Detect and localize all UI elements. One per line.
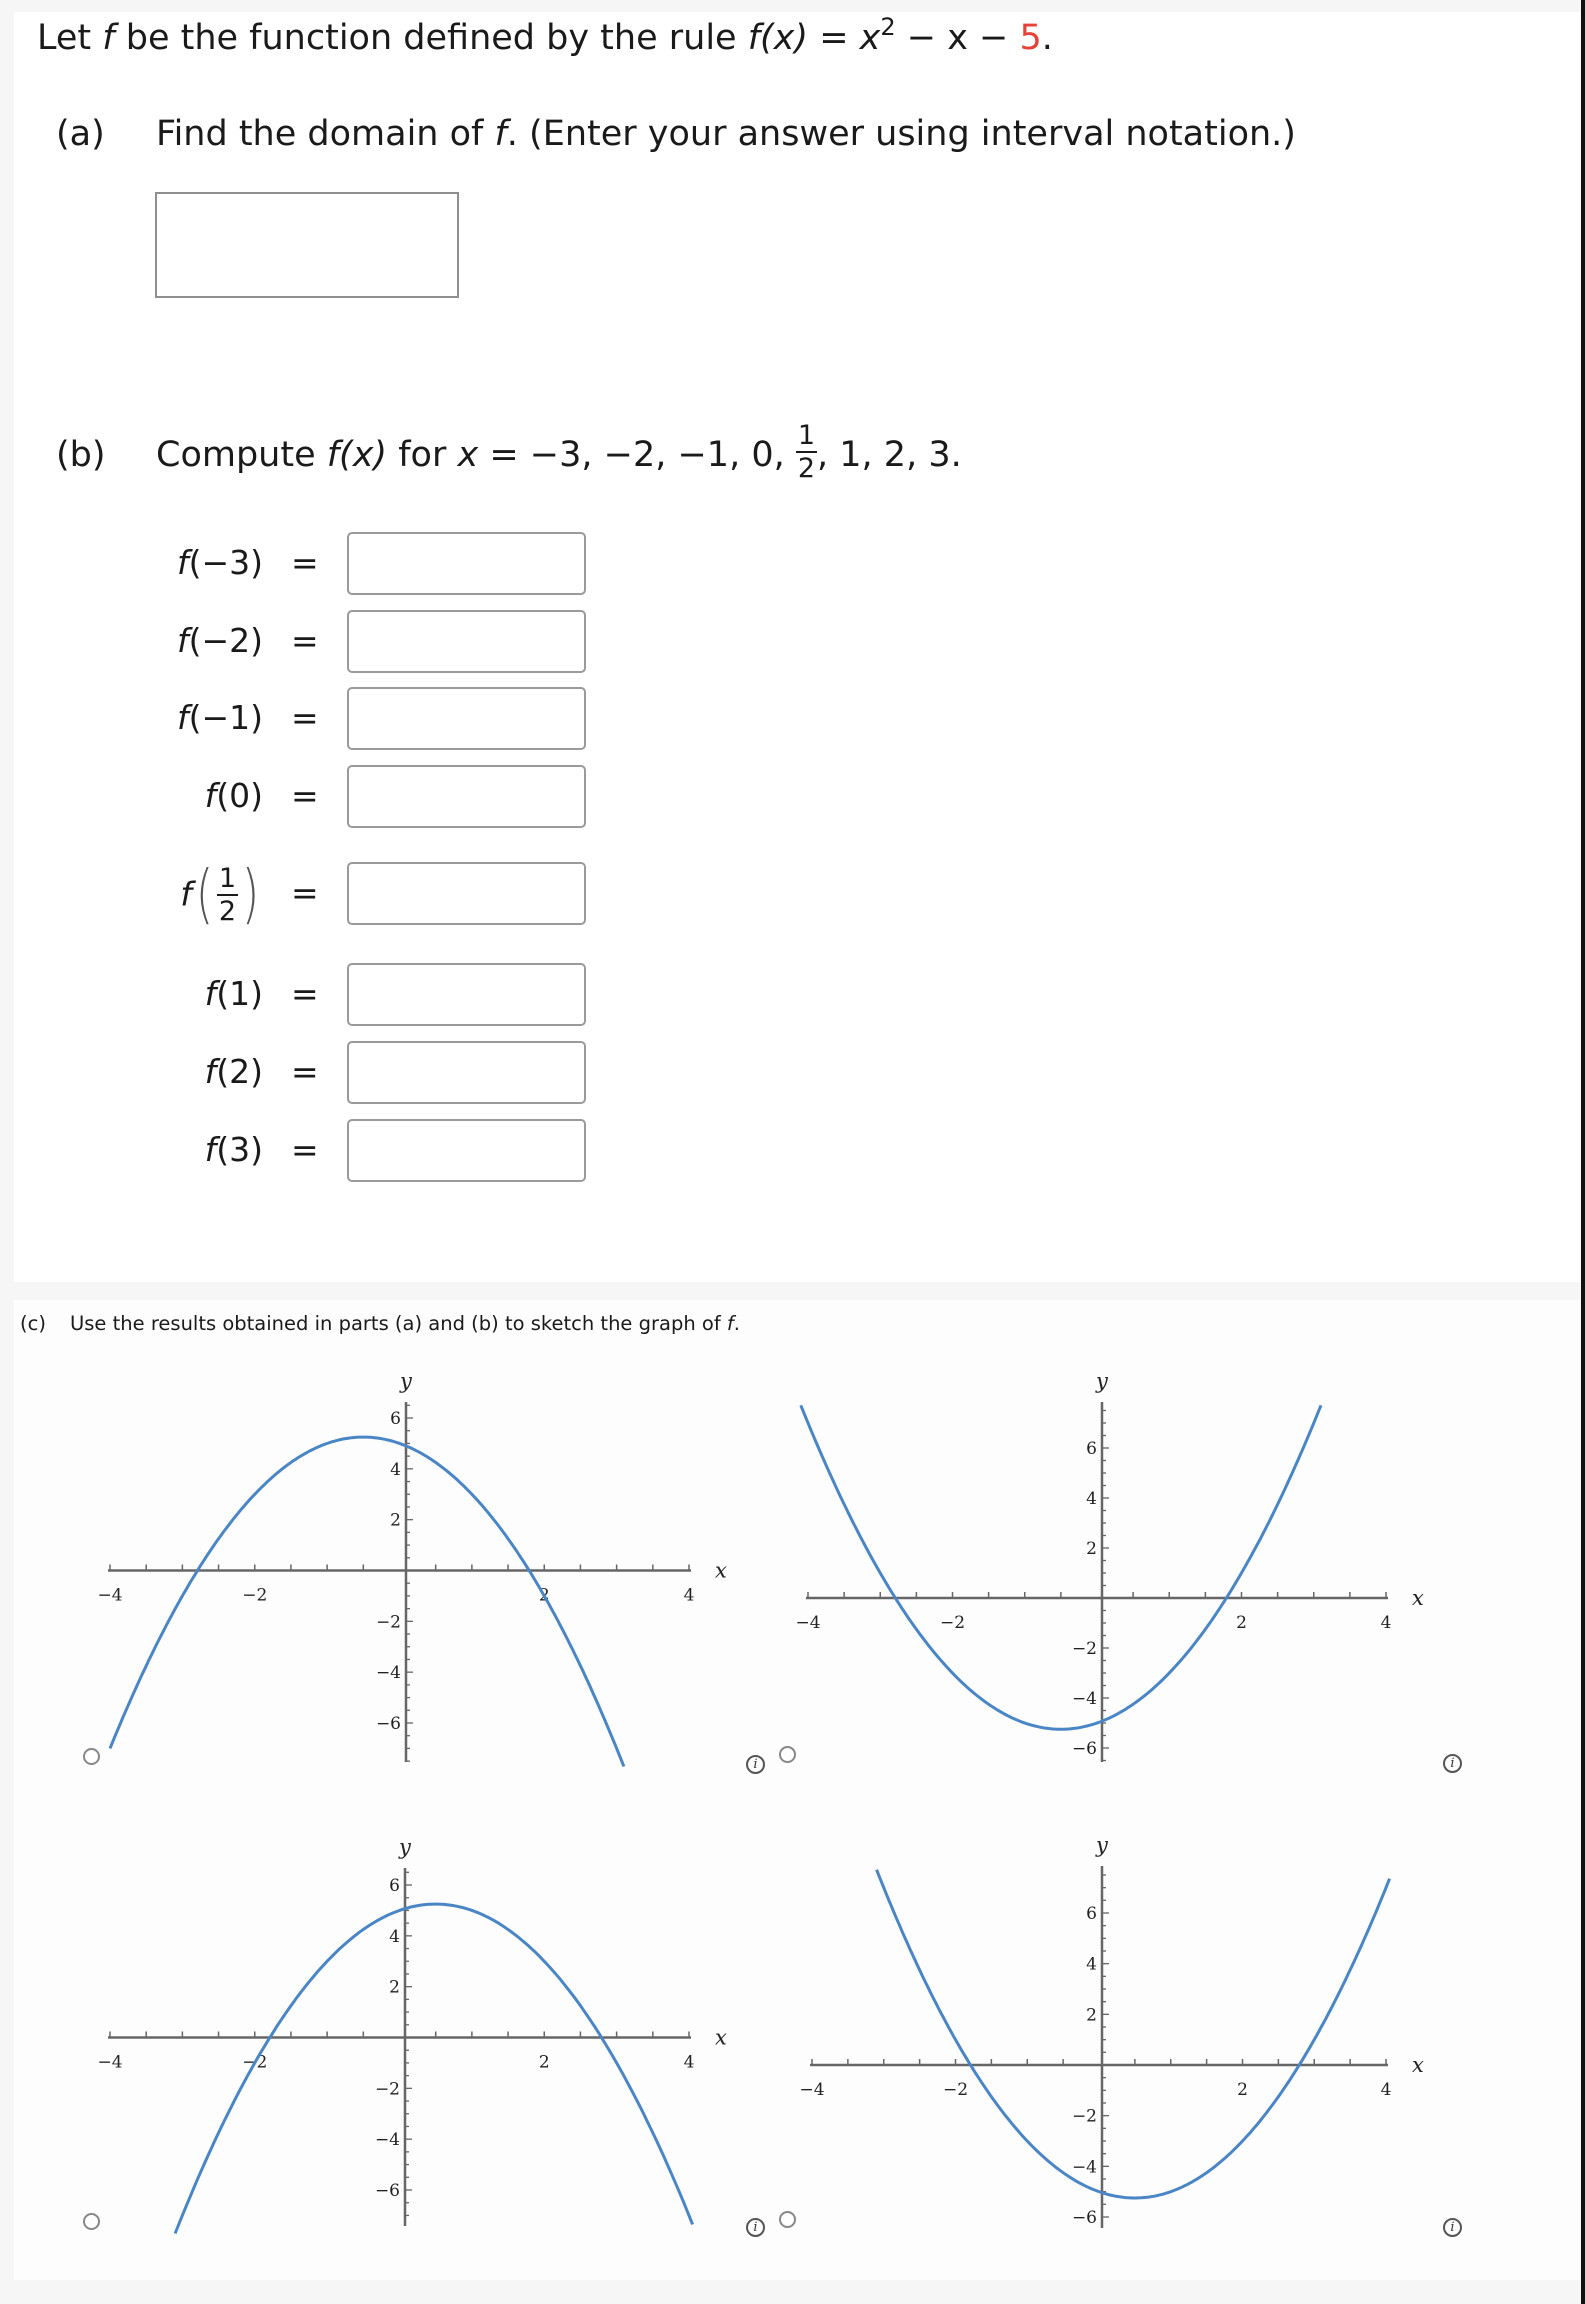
row-arg: (−1)	[188, 698, 263, 737]
f-symbol: f	[204, 776, 217, 815]
x-tick-label: −4	[97, 2052, 123, 2073]
x-tick-label: 2	[538, 2052, 550, 2073]
row-arg: (3)	[216, 1130, 263, 1169]
y-tick-label: 2	[1086, 1539, 1097, 1559]
y-tick-label: 4	[1086, 1954, 1097, 1975]
equals-sign: =	[291, 974, 319, 1013]
function-name: f	[102, 18, 115, 58]
rule-lhs: f(x)	[747, 18, 809, 58]
x-tick-label: 4	[683, 1585, 695, 1606]
info-icon[interactable]: i	[1443, 2218, 1462, 2237]
left-paren: (	[195, 857, 214, 932]
equals-sign: =	[291, 698, 319, 737]
x-tick-label: 2	[1236, 1613, 1247, 1633]
y-axis-label: y	[399, 1835, 411, 1859]
row-arg: (2)	[216, 1052, 263, 1091]
part-a-label: (a)	[56, 114, 105, 154]
y-axis-label: y	[400, 1369, 412, 1393]
x-tick-label: −4	[97, 1585, 123, 1606]
y-tick-label: 6	[1086, 1904, 1097, 1924]
row-arg: (−2)	[188, 621, 263, 660]
x-tick-label: 4	[1380, 1613, 1392, 1633]
y-tick-label: −6	[1071, 2208, 1097, 2228]
y-tick-label: −2	[1071, 1639, 1097, 1659]
y-tick-label: −4	[374, 2130, 400, 2151]
x-tick-label: −4	[795, 1613, 821, 1633]
row-arg: (−3)	[188, 543, 263, 582]
f-symbol: f	[204, 1052, 217, 1091]
row-arg: (1)	[216, 974, 263, 1013]
x-axis-label: x	[1412, 2053, 1424, 2077]
rule-rest: − x −	[895, 18, 1020, 58]
y-tick-label: −2	[374, 2079, 400, 2100]
parabola-curve	[175, 1904, 693, 2233]
graph-option-1-radio[interactable]	[83, 1748, 100, 1765]
equals-sign: =	[291, 1052, 319, 1091]
x-tick-label: 2	[1237, 2080, 1248, 2100]
x-tick-label: −2	[242, 2052, 268, 2073]
y-tick-label: −4	[375, 1663, 401, 1684]
fraction-denominator: 2	[218, 895, 237, 927]
f-symbol: f	[204, 1130, 217, 1169]
part-b-fx: f(x)	[326, 435, 388, 475]
graph-option-3-radio[interactable]	[83, 2213, 100, 2230]
rule-constant: 5	[1019, 18, 1042, 58]
part-b-values-tail: , 1, 2, 3.	[817, 435, 962, 475]
info-icon[interactable]: i	[1443, 1754, 1462, 1773]
y-tick-label: 6	[390, 1409, 401, 1429]
f-symbol: f	[180, 874, 192, 914]
x-tick-label: 2	[538, 1585, 550, 1606]
x-axis-label: x	[1412, 1586, 1424, 1610]
graph-option-4-radio[interactable]	[779, 2211, 796, 2228]
y-tick-label: −2	[375, 1612, 401, 1633]
right-paren: )	[241, 857, 260, 932]
y-tick-label: −6	[375, 1714, 401, 1734]
y-tick-label: −6	[374, 2181, 400, 2201]
part-b-label: (b)	[56, 435, 106, 475]
y-tick-label: 6	[1086, 1439, 1097, 1459]
fraction-denominator: 2	[797, 453, 816, 484]
info-icon[interactable]: i	[746, 2218, 765, 2237]
y-tick-label: 4	[390, 1459, 401, 1480]
part-a-text-suffix: . (Enter your answer using interval notation.)	[506, 114, 1296, 154]
equals-sign: =	[291, 543, 319, 582]
part-a-text: Find the domain of	[156, 114, 495, 154]
part-c-suffix: .	[733, 1312, 740, 1335]
y-tick-label: −4	[1071, 1689, 1097, 1709]
y-axis-label: y	[1096, 1833, 1108, 1857]
intro-text: Let	[37, 18, 103, 58]
fraction-numerator: 1	[797, 420, 816, 451]
f-symbol: f	[176, 543, 189, 582]
part-b-x: x	[457, 435, 479, 475]
y-tick-label: 4	[389, 1926, 400, 1947]
equals-sign: =	[291, 776, 319, 815]
x-tick-label: −2	[942, 2080, 969, 2100]
rule-x: x	[859, 18, 881, 58]
equals-sign: =	[291, 873, 319, 912]
x-tick-label: 4	[1380, 2080, 1392, 2100]
x-tick-label: −2	[939, 1613, 966, 1633]
row-arg: (0)	[216, 776, 263, 815]
part-c-text: Use the results obtained in parts (a) and (b) to sketch the graph of	[70, 1312, 727, 1335]
rule-equals: =	[808, 18, 860, 58]
y-tick-label: 2	[389, 1977, 400, 1998]
parabola-curve	[110, 1437, 624, 1766]
x-tick-label: 4	[683, 2052, 695, 2073]
parabola-curve	[877, 1870, 1390, 2198]
intro-text-2: be the function defined by the rule	[114, 18, 748, 58]
graph-option-2-radio[interactable]	[779, 1746, 796, 1763]
fraction-numerator: 1	[218, 862, 237, 894]
y-tick-label: 4	[1086, 1489, 1097, 1509]
f-symbol: f	[176, 698, 189, 737]
f-symbol: f	[176, 621, 189, 660]
rule-exponent: 2	[880, 13, 896, 41]
rule-period: .	[1041, 18, 1053, 58]
part-b-values: = −3, −2, −1, 0,	[478, 435, 796, 475]
x-axis-label: x	[715, 2025, 727, 2050]
part-b-for: for	[387, 435, 458, 475]
x-tick-label: −4	[799, 2080, 825, 2100]
info-icon[interactable]: i	[746, 1755, 765, 1774]
y-tick-label: 2	[1086, 2005, 1097, 2026]
part-c-f: f	[726, 1312, 734, 1335]
y-tick-label: −6	[1071, 1739, 1097, 1759]
x-tick-label: −2	[242, 1585, 268, 1606]
y-tick-label: 6	[389, 1876, 400, 1896]
y-tick-label: −2	[1071, 2106, 1097, 2127]
equals-sign: =	[291, 621, 319, 660]
part-b-text: Compute	[156, 435, 327, 475]
y-axis-label: y	[1096, 1369, 1108, 1393]
part-a-f: f	[494, 114, 507, 154]
f-symbol: f	[204, 974, 217, 1013]
parabola-curve	[801, 1405, 1321, 1729]
part-c-label: (c)	[20, 1312, 46, 1335]
x-axis-label: x	[715, 1558, 727, 1583]
y-tick-label: 2	[390, 1510, 401, 1531]
equals-sign: =	[291, 1130, 319, 1169]
y-tick-label: −4	[1071, 2157, 1097, 2178]
